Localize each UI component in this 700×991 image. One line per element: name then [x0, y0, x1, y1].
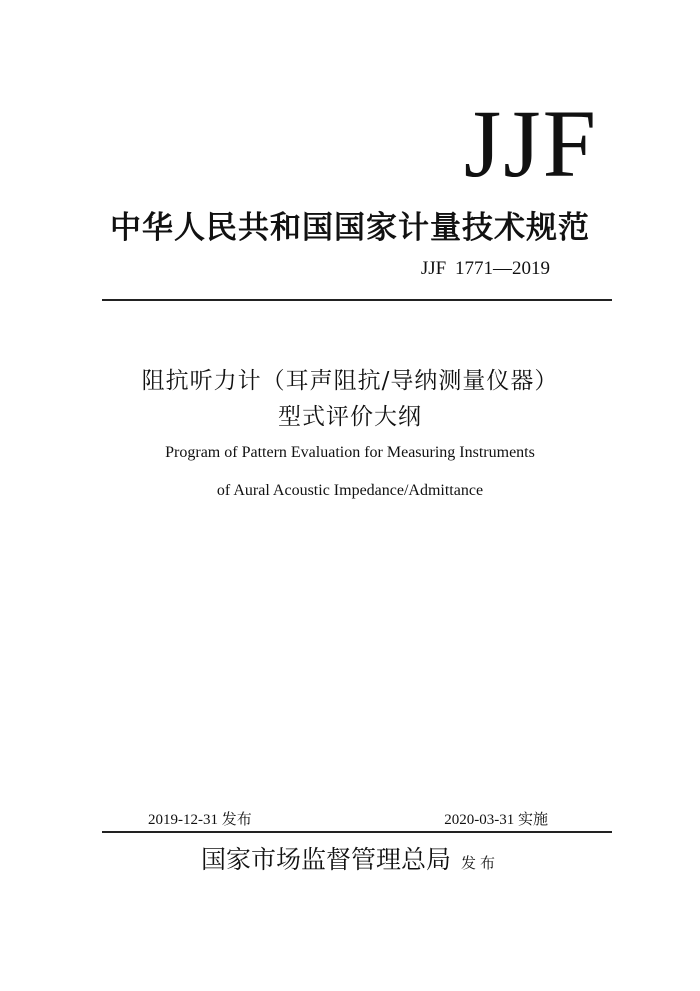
issuer-line [0, 840, 700, 876]
issuer-suffix: 发布 [461, 854, 500, 872]
issuer-name: 国家市场监督管理总局 [200, 845, 451, 874]
standard-code: JJF 1771—2019 [420, 258, 550, 279]
title-chinese-line2: 型式评价大纲 [278, 404, 422, 430]
effective-date: 2020-03-31 实施 [444, 812, 548, 828]
title-english-line2: of Aural Acoustic Impedance/Admittance [216, 482, 484, 499]
top-divider [102, 299, 612, 301]
jjf-logo: JJF [463, 90, 598, 197]
title-english-line1: Program of Pattern Evaluation for Measuring Instruments [165, 444, 535, 461]
bottom-divider [102, 831, 612, 833]
title-chinese-line1: 阻抗听力计（耳声阻抗/导纳测量仪器） [141, 368, 559, 394]
issue-date: 2019-12-31 发布 [148, 812, 252, 828]
standard-category: 中华人民共和国国家计量技术规范 [110, 210, 590, 246]
